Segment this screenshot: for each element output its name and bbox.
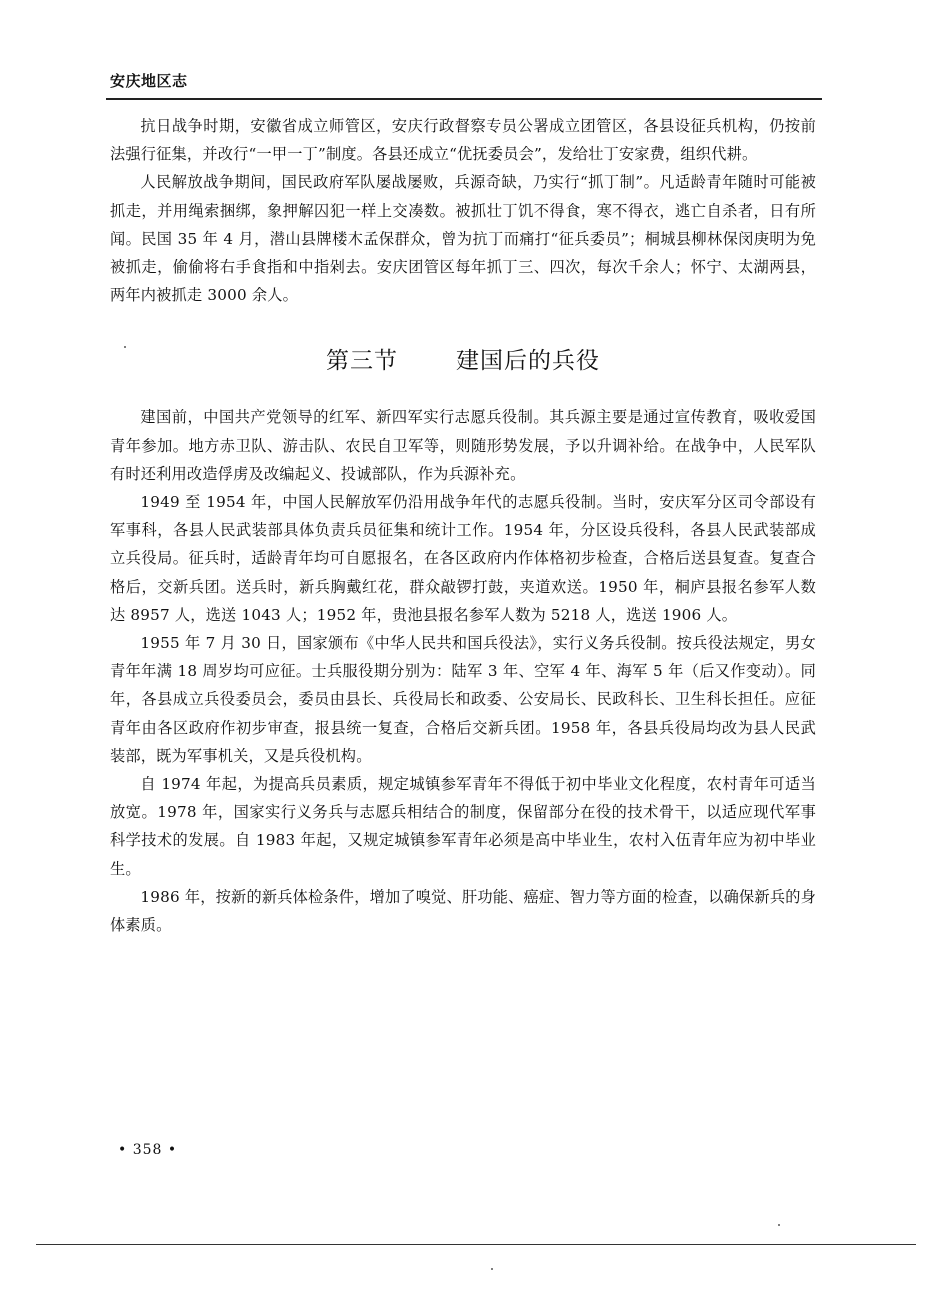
page-body (110, 112, 816, 939)
running-title: 安庆地区志 (110, 72, 188, 90)
section-heading (110, 345, 816, 377)
paragraph: 1949 至 1954 年，中国人民解放军仍沿用战争年代的志愿兵役制。当时，安庆军分区司令部设有军事科，各县人民武装部具体负责兵员征集和统计工作。1954 年，分区设兵役科，各县人民武装部成立兵役局。征兵时，适龄青年均可自愿报名，在各区政府内作体格初步检查，合格后送县复查。复查合格后，交新兵团。送兵时，新兵胸戴红花，群众敲锣打鼓，夹道欢送。1950 年，桐庐县报名参军人数达 8957 人，选送 1043 人；1952 年，贵池县报名参军人数为 5218 人，选送 1906 人。 (110, 493, 816, 624)
section-number: 第三节 (326, 348, 398, 375)
page-number: • 358 • (118, 1142, 178, 1158)
paragraph: 1986 年，按新的新兵体检条件，增加了嗅觉、肝功能、癌症、智力等方面的检查，以确保新兵的身体素质。 (110, 887, 816, 935)
scan-speck (124, 346, 126, 348)
scan-speck (778, 1224, 780, 1226)
paragraph: 建国前，中国共产党领导的红军、新四军实行志愿兵役制。其兵源主要是通过宣传教育，吸收爱国青年参加。地方赤卫队、游击队、农民自卫军等，则随形势发展，予以升调补给。在战争中，人民军队有时还利用改造俘虏及改编起义、投诚部队，作为兵源补充。 (110, 408, 816, 483)
paragraph: 人民解放战争期间，国民政府军队屡战屡败，兵源奇缺，乃实行“抓丁制”。凡适龄青年随时可能被抓走，并用绳索捆绑，象押解囚犯一样上交凑数。被抓壮丁饥不得食，寒不得衣，逃亡自杀者，日有所闻。民国 35 年 4 月，潜山县牌楼木孟保群众，曾为抗丁而痛打“征兵委员”；桐城县柳林保闵庚明为免被抓走，偷偷将右手食指和中指剁去。安庆团管区每年抓丁三、四次，每次千余人；怀宁、太湖两县，两年内被抓走 3000 余人。 (110, 173, 816, 305)
paragraph: 抗日战争时期，安徽省成立师管区，安庆行政督察专员公署成立团管区，各县设征兵机构，仍按前法强行征集，并改行“一甲一丁”制度。各县还成立“优抚委员会”，发给壮丁安家费，组织代耕。 (110, 117, 816, 164)
paragraph: 1955 年 7 月 30 日，国家颁布《中华人民共和国兵役法》，实行义务兵役制。按兵役法规定，男女青年年满 18 周岁均可应征。士兵服役期分别为：陆军 3 年、空军 4 年、海军 5 年（后又作变动）。同年，各县成立兵役委员会，委员由县长、兵役局长和政委、公安局长、民政科长、卫生科长担任。应征青年由各区政府作初步审查，报县统一复查，合格后交新兵团。1958 年，各县兵役局均改为县人民武装部，既为军事机关，又是兵役机构。 (110, 634, 816, 765)
header-rule (106, 98, 822, 100)
section-title-text: 建国后的兵役 (456, 348, 600, 375)
bottom-scan-line (36, 1244, 916, 1245)
paragraph: 自 1974 年起，为提高兵员素质，规定城镇参军青年不得低于初中毕业文化程度，农村青年可适当放宽。1978 年，国家实行义务兵与志愿兵相结合的制度，保留部分在役的技术骨干，以适应现代军事科学技术的发展。自 1983 年起，又规定城镇参军青年必须是高中毕业生，农村入伍青年应为初中毕业生。 (110, 775, 816, 878)
scan-speck (491, 1268, 493, 1270)
